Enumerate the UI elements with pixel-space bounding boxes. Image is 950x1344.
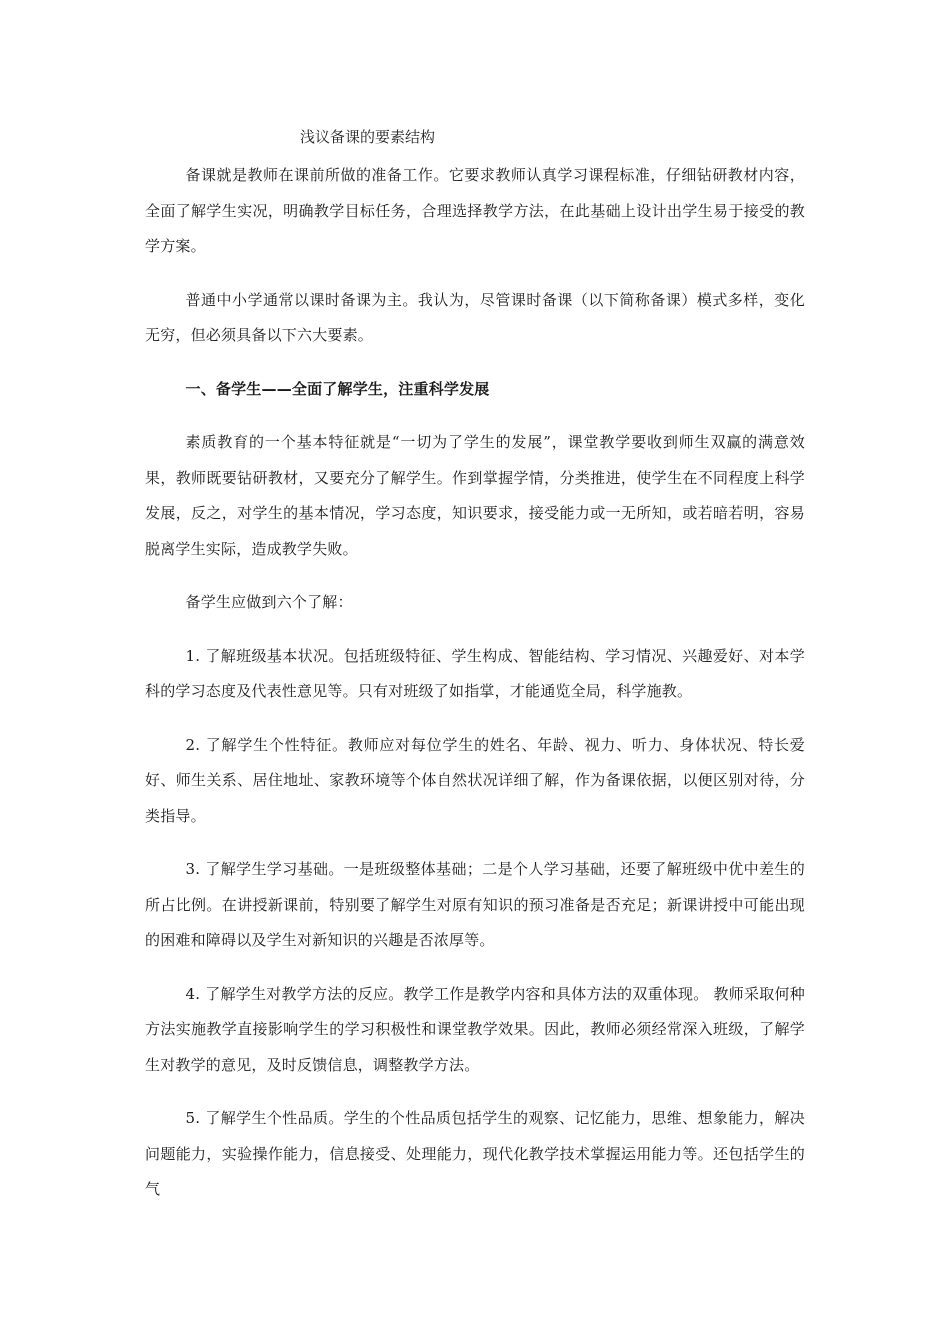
list-item-3: 3. 了解学生学习基础。一是班级整体基础；二是个人学习基础，还要了解班级中优中差生的所占比例。在讲授新课前，特别要了解学生对原有知识的预习准备是否充足；新课讲授中可能出现的困难和障碍以及学生对新知识的兴趣是否浓厚等。	[145, 860, 805, 949]
document-page	[145, 118, 805, 1208]
paragraph-six-elements: 普通中小学通常以课时备课为主。我认为，尽管课时备课（以下简称备课）模式多样，变化无穷，但必须具备以下六大要素。	[145, 290, 805, 344]
list-item-5: 5. 了解学生个性品质。学生的个性品质包括学生的观察、记忆能力，思维、想象能力，解决问题能力，实验操作能力，信息接受、处理能力，现代化教学技术掌握运用能力等。还包括学生的气	[145, 1109, 805, 1198]
list-item-2: 2. 了解学生个性特征。教师应对每位学生的姓名、年龄、视力、听力、身体状况、特长爱好、师生关系、居住地址、家教环境等个体自然状况详细了解，作为备课依据，以便区别对待，分类指导。	[145, 735, 805, 825]
paragraph-six-understandings: 备学生应做到六个了解：	[185, 593, 353, 611]
paragraph-intro: 备课就是教师在课前所做的准备工作。它要求教师认真学习课程标准，仔细钻研教材内容，全面了解学生实况，明确教学目标任务，合理选择教学方法，在此基础上设计出学生易于接受的教学方案。	[145, 166, 805, 255]
list-item-1: 1. 了解班级基本状况。包括班级特征、学生构成、智能结构、学习情况、兴趣爱好、对本学科的学习态度及代表性意见等。只有对班级了如指掌，才能通览全局，科学施教。	[145, 646, 805, 700]
list-item-4: 4. 了解学生对教学方法的反应。教学工作是教学内容和具体方法的双重体现。 教师采取何种方法实施教学直接影响学生的学习积极性和课堂教学效果。因此，教师必须经常深入班级，了解学生对教学的意见，及时反馈信息，调整教学方法。	[145, 984, 805, 1074]
paragraph-quality-education: 素质教育的一个基本特征就是“一切为了学生的发展”，课堂教学要收到师生双赢的满意效果，教师既要钻研教材，又要充分了解学生。作到掌握学情，分类推进，使学生在不同程度上科学发展，反之，对学生的基本情况，学习态度，知识要求，接受能力或一无所知，或若暗若明，容易脱离学生实际，造成教学失败。	[145, 433, 805, 558]
section-heading-1: 一、备学生——全面了解学生，注重科学发展	[185, 379, 490, 398]
document-title: 浅议备课的要素结构	[300, 128, 436, 146]
